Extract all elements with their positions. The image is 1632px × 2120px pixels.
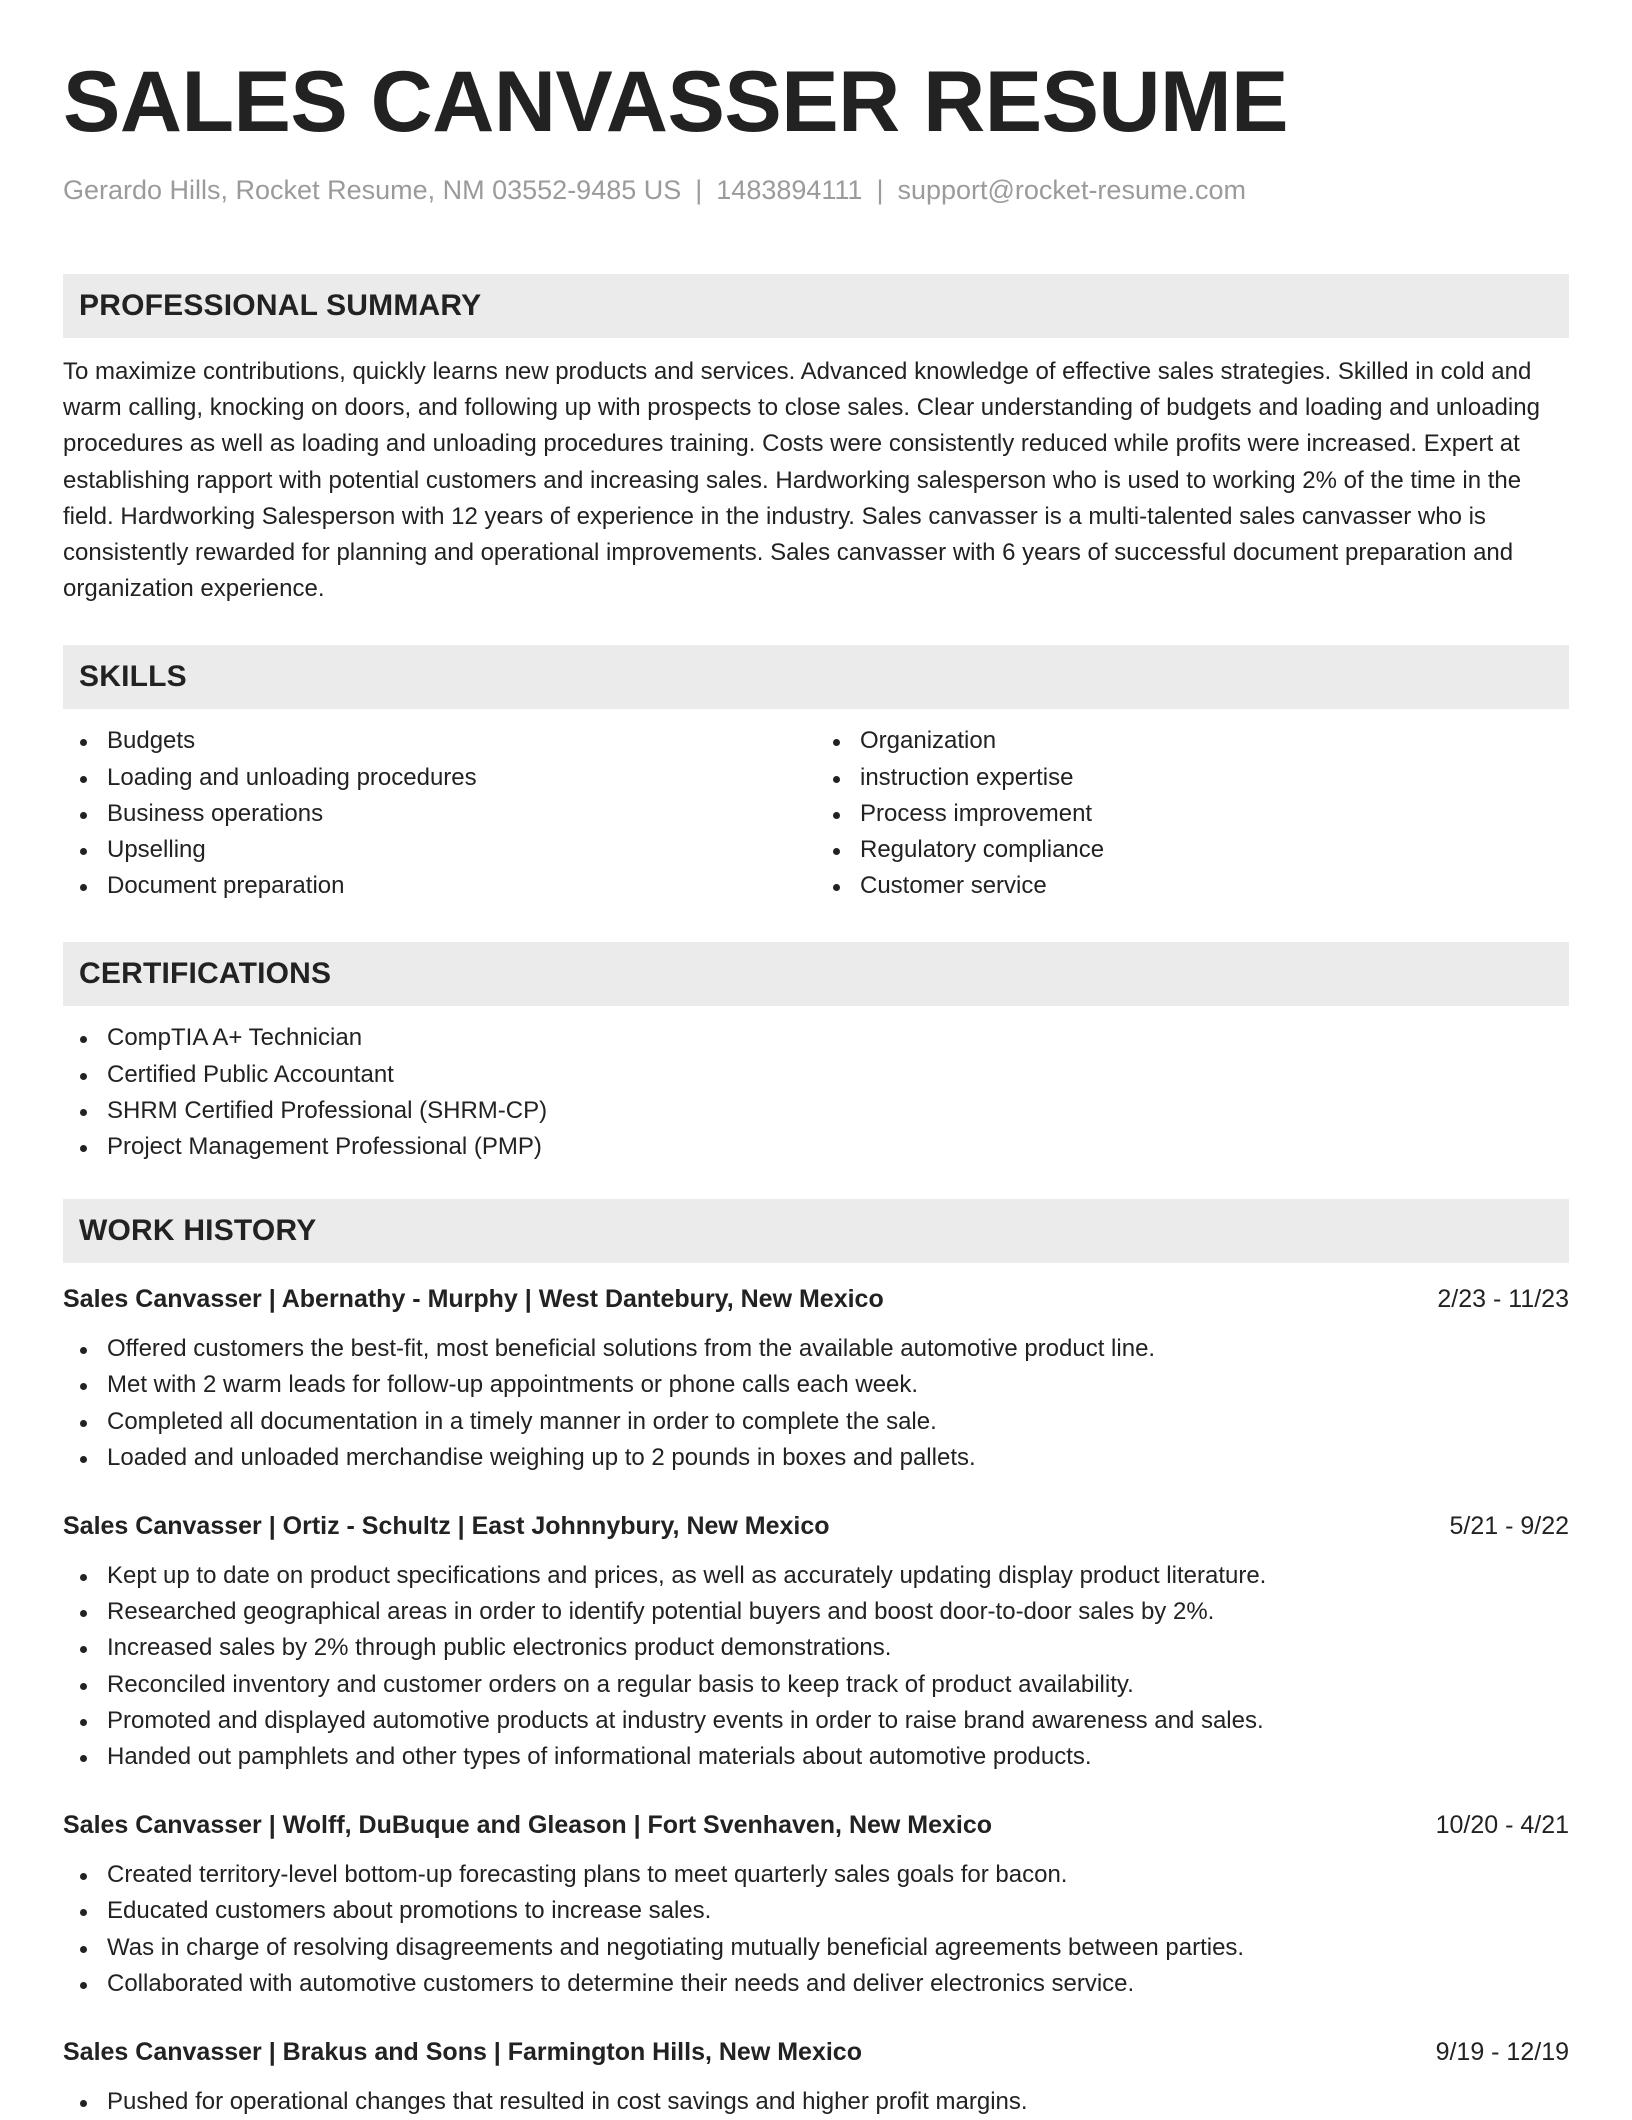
skill-item: Document preparation (63, 868, 816, 904)
skills-columns (63, 723, 1569, 904)
skill-item: Business operations (63, 796, 816, 832)
skill-item: Loading and unloading procedures (63, 760, 816, 796)
job-entry (63, 1807, 1569, 2002)
skill-item: instruction expertise (816, 760, 1569, 796)
certifications-list (63, 1020, 1569, 1165)
contact-email: support@rocket-resume.com (897, 175, 1246, 205)
job-bullet: Offered customers the best-fit, most beneficial solutions from the available automotive product line. (63, 1331, 1569, 1367)
skill-item: Budgets (63, 723, 816, 759)
certification-item: Certified Public Accountant (63, 1057, 1569, 1093)
job-entry (63, 1281, 1569, 1476)
job-bullet: Reconciled inventory and customer orders on a regular basis to keep track of product availability. (63, 1667, 1569, 1703)
summary-paragraph: To maximize contributions, quickly learns new products and services. Advanced knowledge of effective sales strategies. Skilled in cold and warm calling, knocking on doors, and following up with prospects to close sales. Clear understanding of budgets and loading and unloading procedures as well as loading and unloading procedures training. Costs were consistently reduced while profits were increased. Expert at establishing rapport with potential customers and increasing sales. Hardworking salesperson who is used to working 2% of the time in the field. Hardworking Salesperson with 12 years of experience in the industry. Sales canvasser is a multi-talented sales canvasser who is consistently rewarded for planning and operational improvements. Sales canvasser with 6 years of successful document preparation and organization experience. (63, 358, 1540, 603)
skill-item: Process improvement (816, 796, 1569, 832)
job-bullet: Loaded and unloaded merchandise weighing up to 2 pounds in boxes and pallets. (63, 1440, 1569, 1476)
certification-item: Project Management Professional (PMP) (63, 1129, 1569, 1165)
job-bullet: Was in charge of resolving disagreements and negotiating mutually beneficial agreements between parties. (63, 1930, 1569, 1966)
job-bullet: Kept up to date on product specifications and prices, as well as accurately updating display product literature. (63, 1558, 1569, 1594)
section-heading-summary: PROFESSIONAL SUMMARY (63, 274, 1569, 338)
job-bullet: Handed out pamphlets and other types of informational materials about automotive products. (63, 1739, 1569, 1775)
job-bullets (63, 2084, 1569, 2120)
job-bullets (63, 1331, 1569, 1476)
job-dates: 2/23 - 11/23 (1437, 1285, 1569, 1314)
job-bullet: Researched geographical areas in order to identify potential buyers and boost door-to-door sales by 2%. (63, 1594, 1569, 1630)
contact-separator: | (876, 175, 884, 205)
professional-summary-section (63, 274, 1569, 607)
job-header (63, 1281, 1569, 1317)
job-bullet: Promoted and displayed automotive products at industry events in order to raise brand awareness and sales. (63, 1703, 1569, 1739)
skill-item: Customer service (816, 868, 1569, 904)
job-header (63, 1508, 1569, 1544)
job-bullets (63, 1857, 1569, 2002)
skill-item: Organization (816, 723, 1569, 759)
section-heading-skills: SKILLS (63, 645, 1569, 709)
contact-address: Gerardo Hills, Rocket Resume, NM 03552-9485 US (63, 175, 682, 205)
skills-section (63, 645, 1569, 904)
job-title: Sales Canvasser | Wolff, DuBuque and Gleason | Fort Svenhaven, New Mexico (63, 1811, 993, 1840)
contact-phone: 1483894111 (716, 175, 863, 205)
job-bullet: Completed all documentation in a timely manner in order to complete the sale. (63, 1404, 1569, 1440)
skill-item: Regulatory compliance (816, 832, 1569, 868)
job-bullets (63, 1558, 1569, 1775)
job-bullet: Collaborated with automotive customers to determine their needs and deliver electronics service. (63, 1966, 1569, 2002)
job-title: Sales Canvasser | Ortiz - Schultz | East Johnnybury, New Mexico (63, 1512, 830, 1541)
job-dates: 10/20 - 4/21 (1435, 1811, 1569, 1840)
job-bullet: Pushed for operational changes that resulted in cost savings and higher profit margins. (63, 2084, 1569, 2120)
section-heading-work-history: WORK HISTORY (63, 1199, 1569, 1263)
job-bullet: Increased sales by 2% through public electronics product demonstrations. (63, 1630, 1569, 1666)
job-title: Sales Canvasser | Brakus and Sons | Farmington Hills, New Mexico (63, 2038, 862, 2067)
skill-item: Upselling (63, 832, 816, 868)
contact-separator: | (695, 175, 703, 205)
contact-line (63, 172, 1569, 208)
job-title: Sales Canvasser | Abernathy - Murphy | West Dantebury, New Mexico (63, 1285, 884, 1314)
resume-title: SALES CANVASSER RESUME (63, 54, 1289, 150)
job-bullet: Met with 2 warm leads for follow-up appointments or phone calls each week. (63, 1367, 1569, 1403)
skills-list-left (63, 723, 816, 904)
certifications-section (63, 942, 1569, 1165)
work-history-section (63, 1199, 1569, 2120)
job-header (63, 2034, 1569, 2070)
job-entry (63, 2034, 1569, 2120)
job-entry (63, 1508, 1569, 1775)
job-dates: 5/21 - 9/22 (1449, 1512, 1569, 1541)
job-bullet: Created territory-level bottom-up forecasting plans to meet quarterly sales goals for bacon. (63, 1857, 1569, 1893)
job-bullet: Educated customers about promotions to increase sales. (63, 1893, 1569, 1929)
skills-list-right (816, 723, 1569, 904)
section-heading-certifications: CERTIFICATIONS (63, 942, 1569, 1006)
job-header (63, 1807, 1569, 1843)
certification-item: SHRM Certified Professional (SHRM-CP) (63, 1093, 1569, 1129)
certification-item: CompTIA A+ Technician (63, 1020, 1569, 1056)
job-dates: 9/19 - 12/19 (1435, 2038, 1569, 2067)
